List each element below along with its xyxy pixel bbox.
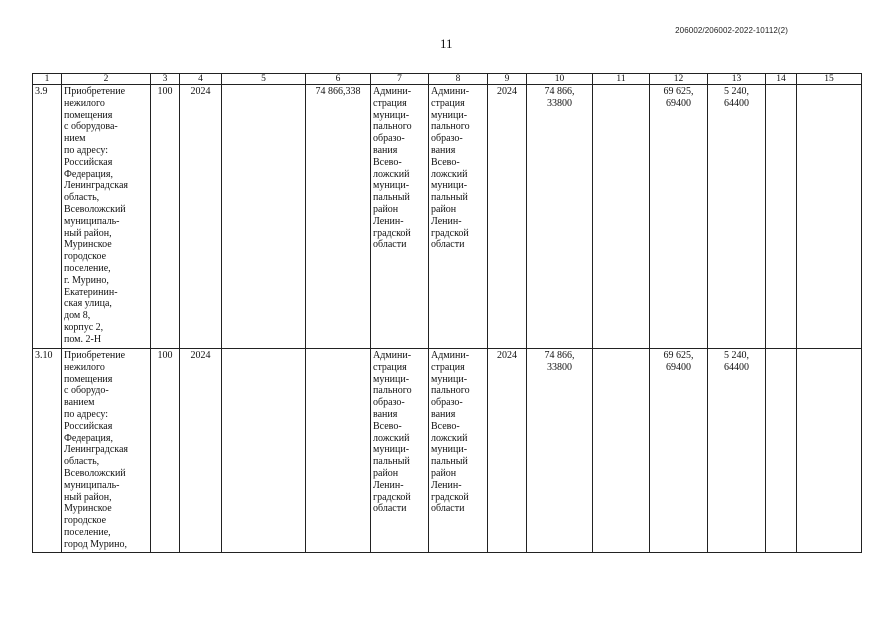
column-header: 7	[371, 74, 429, 85]
organization-cell: Админи- страция муници- пального образо- вания Всево- ложский муници- пальный район Ленин- градской области	[371, 349, 429, 553]
table-cell: 2024	[488, 349, 527, 553]
column-header: 8	[429, 74, 488, 85]
amount-cell: 74 866, 33800	[527, 349, 593, 553]
table-row	[33, 349, 862, 553]
organization-cell: Админи- страция муници- пального образо- вания Всево- ложский муници- пальный район Ленин- градской области	[429, 349, 488, 553]
amount-cell: 5 240, 64400	[708, 349, 766, 553]
table-cell	[593, 85, 650, 349]
column-header: 10	[527, 74, 593, 85]
column-header: 2	[62, 74, 151, 85]
page-number: 11	[440, 36, 453, 51]
organization-cell: Админи- страция муници- пального образо- вания Всево- ложский муници- пальный район Ленин- градской области	[429, 85, 488, 349]
object-description-cell: Приобретение нежилого помещения с оборудова- нием по адресу: Российская Федерация, Ленинградская область, Всеволожский муниципаль- ный район, Муринское городское поселение, г. Мурино, Екатеринин- ская улица, дом 8, корпус 2, пом. 2-Н	[62, 85, 151, 349]
table-cell	[797, 349, 862, 553]
table-cell: 2024	[488, 85, 527, 349]
column-header: 6	[306, 74, 371, 85]
object-description-cell: Приобретение нежилого помещения с оборудо- ванием по адресу: Российская Федерация, Ленинградская область, Всеволожский муниципаль- ный район, Муринское городское поселение, город Мурино,	[62, 349, 151, 553]
column-header: 9	[488, 74, 527, 85]
table-cell	[766, 85, 797, 349]
table-cell	[593, 349, 650, 553]
document-number: 206002/206002-2022-10112(2)	[675, 26, 788, 35]
column-header: 13	[708, 74, 766, 85]
table-cell: 2024	[180, 349, 222, 553]
table-cell: 2024	[180, 85, 222, 349]
table-cell	[222, 85, 306, 349]
table-cell	[306, 349, 371, 553]
row-number-cell: 3.10	[33, 349, 62, 553]
table-cell	[797, 85, 862, 349]
column-header: 1	[33, 74, 62, 85]
column-header: 14	[766, 74, 797, 85]
column-number-row	[33, 74, 862, 85]
data-table	[32, 73, 862, 553]
column-header: 15	[797, 74, 862, 85]
column-header: 12	[650, 74, 708, 85]
amount-cell: 69 625, 69400	[650, 349, 708, 553]
table-cell	[766, 349, 797, 553]
table-row	[33, 85, 862, 349]
organization-cell: Админи- страция муници- пального образо- вания Всево- ложский муници- пальный район Ленин- градской области	[371, 85, 429, 349]
row-number-cell: 3.9	[33, 85, 62, 349]
column-header: 11	[593, 74, 650, 85]
column-header: 3	[151, 74, 180, 85]
amount-cell: 5 240, 64400	[708, 85, 766, 349]
table-cell: 100	[151, 85, 180, 349]
table-cell: 74 866,338	[306, 85, 371, 349]
column-header: 5	[222, 74, 306, 85]
table-cell	[222, 349, 306, 553]
table-cell: 100	[151, 349, 180, 553]
column-header: 4	[180, 74, 222, 85]
amount-cell: 69 625, 69400	[650, 85, 708, 349]
amount-cell: 74 866, 33800	[527, 85, 593, 349]
